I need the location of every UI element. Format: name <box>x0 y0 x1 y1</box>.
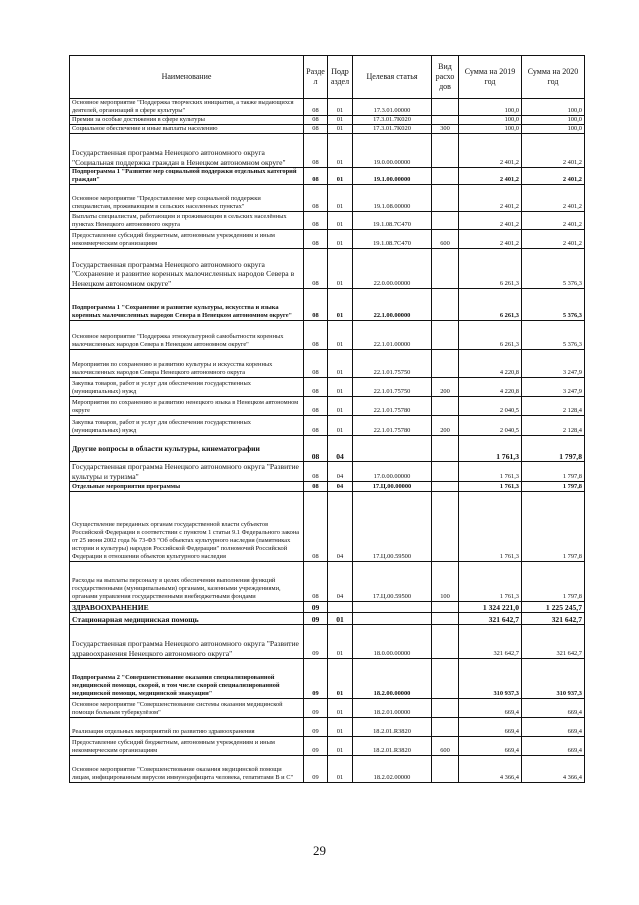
row-podrazdel: 01 <box>328 756 353 783</box>
row-sum2019: 2 401,2 <box>459 168 522 185</box>
col-header-sum2020: Сумма на 2020 год <box>522 56 585 99</box>
row-podrazdel: 01 <box>328 116 353 125</box>
row-type <box>432 492 459 562</box>
row-razdel: 08 <box>304 416 328 436</box>
row-sum2019: 6 261,3 <box>459 289 522 321</box>
row-razdel: 08 <box>304 125 328 134</box>
col-header-type: Вид расхо дов <box>432 56 459 99</box>
row-razdel: 08 <box>304 350 328 378</box>
row-podrazdel: 01 <box>328 718 353 737</box>
table-row <box>70 492 585 562</box>
table-row <box>70 350 585 378</box>
row-razdel: 08 <box>304 436 328 462</box>
row-target: 18.2.00.00000 <box>353 659 432 699</box>
row-type <box>432 436 459 462</box>
row-type: 300 <box>432 125 459 134</box>
row-type <box>432 212 459 230</box>
table-row <box>70 378 585 397</box>
row-name: Основное мероприятие "Поддержка этнокультурной самобытности коренных малочисленных народов Севера в Ненецком автономном округе" <box>70 321 304 350</box>
row-razdel: 09 <box>304 737 328 756</box>
col-header-target: Целевая статья <box>353 56 432 99</box>
row-name: Подпрограмма 2 "Совершенствование оказания специализированной медицинской помощи, скорой, в том числе скорой специализированной медицинской помощи, медицинской эвакуации" <box>70 659 304 699</box>
row-sum2020: 669,4 <box>522 737 585 756</box>
row-target: 22.1.01.75750 <box>353 350 432 378</box>
row-name: Мероприятия по сохранению и развитию ненецкого языка в Ненецком автономном округе <box>70 397 304 416</box>
row-sum2019: 4 366,4 <box>459 756 522 783</box>
row-sum2020: 5 376,3 <box>522 289 585 321</box>
row-type <box>432 718 459 737</box>
row-type <box>432 699 459 718</box>
row-target: 22.1.00.00000 <box>353 289 432 321</box>
table-row <box>70 212 585 230</box>
row-podrazdel: 01 <box>328 321 353 350</box>
row-name: Основное мероприятие "Совершенствование оказания медицинской помощи лицам, инфицированным вирусом иммунодефицита человека, гепатитами В и С" <box>70 756 304 783</box>
row-sum2020: 5 376,3 <box>522 249 585 289</box>
row-sum2019: 2 040,5 <box>459 416 522 436</box>
row-razdel: 09 <box>304 625 328 659</box>
row-target: 19.1.08.7С470 <box>353 212 432 230</box>
row-name: Предоставление субсидий бюджетным, автономным учреждениям и иным некоммерческим организациям <box>70 737 304 756</box>
row-name: Государственная программа Ненецкого автономного округа "Развитие здравоохранения Ненецкого автономного округа" <box>70 625 304 659</box>
row-sum2019: 321 642,7 <box>459 625 522 659</box>
row-type <box>432 321 459 350</box>
row-name: Реализация отдельных мероприятий по развитию здравоохранения <box>70 718 304 737</box>
row-podrazdel: 01 <box>328 230 353 249</box>
row-type <box>432 659 459 699</box>
col-header-razdel: Разде л <box>304 56 328 99</box>
row-type <box>432 168 459 185</box>
row-sum2020: 1 797,8 <box>522 562 585 602</box>
row-razdel: 09 <box>304 613 328 625</box>
row-razdel: 08 <box>304 249 328 289</box>
row-name: Закупка товаров, работ и услуг для обеспечения государственных (муниципальных) нужд <box>70 416 304 436</box>
row-target: 17.3.01.7К020 <box>353 116 432 125</box>
row-target: 22.1.01.75780 <box>353 397 432 416</box>
row-podrazdel <box>328 602 353 613</box>
row-podrazdel: 01 <box>328 737 353 756</box>
row-target: 22.0.00.00000 <box>353 249 432 289</box>
row-sum2020: 3 247,9 <box>522 350 585 378</box>
row-sum2020: 669,4 <box>522 718 585 737</box>
row-razdel: 08 <box>304 378 328 397</box>
row-sum2020: 669,4 <box>522 699 585 718</box>
table-row <box>70 134 585 168</box>
row-target: 22.1.01.75780 <box>353 416 432 436</box>
row-sum2019: 1 324 221,0 <box>459 602 522 613</box>
row-sum2020: 1 797,8 <box>522 436 585 462</box>
row-sum2019: 100,0 <box>459 116 522 125</box>
row-podrazdel: 01 <box>328 212 353 230</box>
row-sum2020: 1 225 245,7 <box>522 602 585 613</box>
row-target: 17.Ц.00.59500 <box>353 492 432 562</box>
row-podrazdel: 01 <box>328 625 353 659</box>
row-name: Стационарная медицинская помощь <box>70 613 304 625</box>
row-sum2020: 100,0 <box>522 125 585 134</box>
row-sum2019: 2 040,5 <box>459 397 522 416</box>
row-sum2020: 1 797,8 <box>522 492 585 562</box>
row-sum2020: 100,0 <box>522 116 585 125</box>
row-podrazdel: 01 <box>328 168 353 185</box>
row-razdel: 08 <box>304 168 328 185</box>
row-sum2020: 3 247,9 <box>522 378 585 397</box>
row-sum2019: 2 401,2 <box>459 230 522 249</box>
row-razdel: 08 <box>304 462 328 482</box>
row-razdel: 08 <box>304 99 328 116</box>
table-row <box>70 613 585 625</box>
row-razdel: 08 <box>304 212 328 230</box>
row-sum2020: 2 401,2 <box>522 168 585 185</box>
row-razdel: 08 <box>304 562 328 602</box>
table-row <box>70 602 585 613</box>
row-type <box>432 613 459 625</box>
row-sum2020: 2 401,2 <box>522 230 585 249</box>
row-name: Осуществление переданных органам государственной власти субъектов Российской Федерации в соответствии с пунктом 1 статьи 9.1 Федерального закона от 25 июня 2002 года № 73-ФЗ "Об объектах культурного наследия (памятниках истории и культуры) народов Российской Федерации" полномочий Российской Федерации в отношении объектов культурного наследия <box>70 492 304 562</box>
table-row <box>70 125 585 134</box>
row-name: Основное мероприятие "Совершенствование системы оказания медицинской помощи больным туберкулёзом" <box>70 699 304 718</box>
row-type <box>432 397 459 416</box>
row-name: Закупка товаров, работ и услуг для обеспечения государственных (муниципальных) нужд <box>70 378 304 397</box>
row-name: Социальное обеспечение и иные выплаты населению <box>70 125 304 134</box>
row-sum2020: 2 128,4 <box>522 416 585 436</box>
row-type: 200 <box>432 378 459 397</box>
row-type <box>432 249 459 289</box>
row-target: 18.2.02.00000 <box>353 756 432 783</box>
row-type <box>432 116 459 125</box>
row-razdel: 09 <box>304 602 328 613</box>
row-type <box>432 462 459 482</box>
row-podrazdel: 01 <box>328 378 353 397</box>
row-name: Государственная программа Ненецкого автономного округа "Развитие культуры и туризма" <box>70 462 304 482</box>
row-podrazdel: 01 <box>328 613 353 625</box>
row-sum2019: 6 261,3 <box>459 249 522 289</box>
col-header-sum2019: Сумма на 2019 год <box>459 56 522 99</box>
row-sum2020: 2 128,4 <box>522 397 585 416</box>
row-sum2019: 2 401,2 <box>459 212 522 230</box>
row-razdel: 08 <box>304 134 328 168</box>
row-sum2019: 2 401,2 <box>459 134 522 168</box>
row-name: Выплаты специалистам, работающим и проживающим в сельских населённых пунктах Ненецкого автономного округа <box>70 212 304 230</box>
row-type: 200 <box>432 416 459 436</box>
row-sum2019: 310 937,3 <box>459 659 522 699</box>
row-target: 17.Ц.00.59500 <box>353 562 432 602</box>
row-razdel: 08 <box>304 289 328 321</box>
table-row <box>70 699 585 718</box>
row-name: Премии за особые достижения в сфере культуры <box>70 116 304 125</box>
budget-table <box>69 55 585 783</box>
row-name: Основное мероприятие "Поддержка творческих инициатив, а также выдающихся деятелей, организаций в сфере культуры" <box>70 99 304 116</box>
row-sum2020: 100,0 <box>522 99 585 116</box>
table-row <box>70 168 585 185</box>
table-row <box>70 562 585 602</box>
row-sum2019: 2 401,2 <box>459 185 522 212</box>
row-name: Другие вопросы в области культуры, кинематографии <box>70 436 304 462</box>
row-podrazdel: 01 <box>328 659 353 699</box>
table-row <box>70 625 585 659</box>
row-target: 19.1.08.00000 <box>353 185 432 212</box>
row-podrazdel: 04 <box>328 436 353 462</box>
row-name: ЗДРАВООХРАНЕНИЕ <box>70 602 304 613</box>
row-podrazdel: 01 <box>328 249 353 289</box>
row-type <box>432 99 459 116</box>
table-row <box>70 249 585 289</box>
row-target: 17.3.01.7К020 <box>353 125 432 134</box>
table-row <box>70 289 585 321</box>
table-row <box>70 436 585 462</box>
row-target: 18.2.01.R3820 <box>353 737 432 756</box>
table-row <box>70 416 585 436</box>
row-target: 17.Ц.00.00000 <box>353 482 432 492</box>
row-podrazdel: 01 <box>328 350 353 378</box>
row-sum2019: 1 761,3 <box>459 462 522 482</box>
row-sum2019: 669,4 <box>459 737 522 756</box>
row-target: 17.0.00.00000 <box>353 462 432 482</box>
row-target: 22.1.01.00000 <box>353 321 432 350</box>
row-razdel: 08 <box>304 482 328 492</box>
row-sum2019: 1 761,3 <box>459 562 522 602</box>
table-row <box>70 397 585 416</box>
row-podrazdel: 01 <box>328 134 353 168</box>
row-podrazdel: 01 <box>328 99 353 116</box>
row-sum2019: 100,0 <box>459 125 522 134</box>
row-target: 18.2.01.00000 <box>353 699 432 718</box>
row-type <box>432 602 459 613</box>
row-razdel: 08 <box>304 185 328 212</box>
row-sum2020: 321 642,7 <box>522 613 585 625</box>
row-podrazdel: 01 <box>328 699 353 718</box>
table-row <box>70 718 585 737</box>
col-header-podrazdel: Подр аздел <box>328 56 353 99</box>
row-name: Государственная программа Ненецкого автономного округа "Социальная поддержка граждан в Ненецком автономном округе" <box>70 134 304 168</box>
row-razdel: 09 <box>304 699 328 718</box>
row-sum2020: 1 797,8 <box>522 482 585 492</box>
row-name: Расходы на выплаты персоналу в целях обеспечения выполнения функций государственными (муниципальными) органами, казенными учреждениями, органами управления государственными внебюджетными фондами <box>70 562 304 602</box>
row-podrazdel: 04 <box>328 562 353 602</box>
header-row <box>70 56 585 99</box>
row-type: 100 <box>432 562 459 602</box>
row-sum2019: 4 220,8 <box>459 378 522 397</box>
row-razdel: 08 <box>304 230 328 249</box>
row-sum2019: 6 261,3 <box>459 321 522 350</box>
row-target: 17.3.01.00000 <box>353 99 432 116</box>
row-sum2020: 1 797,8 <box>522 462 585 482</box>
row-target: 18.2.01.R3820 <box>353 718 432 737</box>
row-sum2019: 669,4 <box>459 699 522 718</box>
row-type: 600 <box>432 230 459 249</box>
row-target: 19.0.00.00000 <box>353 134 432 168</box>
table-row <box>70 321 585 350</box>
row-target: 22.1.01.75750 <box>353 378 432 397</box>
row-podrazdel: 01 <box>328 125 353 134</box>
page-number: 29 <box>313 843 326 858</box>
row-sum2019: 669,4 <box>459 718 522 737</box>
row-target <box>353 613 432 625</box>
row-razdel: 09 <box>304 659 328 699</box>
row-podrazdel: 04 <box>328 462 353 482</box>
row-sum2020: 321 642,7 <box>522 625 585 659</box>
col-header-name: Наименование <box>70 56 304 99</box>
row-razdel: 08 <box>304 321 328 350</box>
row-sum2019: 1 761,3 <box>459 492 522 562</box>
row-target <box>353 436 432 462</box>
row-name: Подпрограмма 1 "Сохранение и развитие культуры, искусства и языка коренных малочисленных народов Севера в Ненецком автономном округе" <box>70 289 304 321</box>
row-podrazdel: 01 <box>328 416 353 436</box>
row-podrazdel: 04 <box>328 492 353 562</box>
row-name: Отдельные мероприятия программы <box>70 482 304 492</box>
table-row <box>70 737 585 756</box>
row-sum2020: 310 937,3 <box>522 659 585 699</box>
row-type: 600 <box>432 737 459 756</box>
row-type <box>432 134 459 168</box>
row-target <box>353 602 432 613</box>
row-sum2019: 321 642,7 <box>459 613 522 625</box>
table-row <box>70 462 585 482</box>
row-target: 19.1.00.00000 <box>353 168 432 185</box>
row-name: Мероприятия по сохранению и развитию культуры и искусства коренных малочисленных народов Севера Ненецкого автономного округа <box>70 350 304 378</box>
row-sum2020: 2 401,2 <box>522 212 585 230</box>
table-row <box>70 756 585 783</box>
row-sum2019: 1 761,3 <box>459 436 522 462</box>
row-razdel: 09 <box>304 756 328 783</box>
table-row <box>70 116 585 125</box>
row-type <box>432 756 459 783</box>
table-row <box>70 185 585 212</box>
table-row <box>70 99 585 116</box>
row-type <box>432 289 459 321</box>
row-name: Основное мероприятие "Предоставление мер социальной поддержки специалистам, проживающим в сельских населенных пунктах" <box>70 185 304 212</box>
row-sum2020: 5 376,3 <box>522 321 585 350</box>
row-target: 18.0.00.00000 <box>353 625 432 659</box>
table-row <box>70 482 585 492</box>
row-podrazdel: 01 <box>328 397 353 416</box>
table-row <box>70 659 585 699</box>
row-name: Подпрограмма 1 "Развитие мер социальной поддержки отдельных категорий граждан" <box>70 168 304 185</box>
row-type <box>432 185 459 212</box>
row-razdel: 08 <box>304 492 328 562</box>
row-razdel: 09 <box>304 718 328 737</box>
row-type <box>432 482 459 492</box>
table-row <box>70 230 585 249</box>
row-name: Предоставление субсидий бюджетным, автономным учреждениям и иным некоммерческим организациям <box>70 230 304 249</box>
row-type <box>432 625 459 659</box>
row-sum2019: 4 220,8 <box>459 350 522 378</box>
row-razdel: 08 <box>304 116 328 125</box>
row-podrazdel: 04 <box>328 482 353 492</box>
row-type <box>432 350 459 378</box>
row-razdel: 08 <box>304 397 328 416</box>
row-podrazdel: 01 <box>328 289 353 321</box>
row-sum2020: 2 401,2 <box>522 185 585 212</box>
row-sum2020: 2 401,2 <box>522 134 585 168</box>
row-name: Государственная программа Ненецкого автономного округа "Сохранение и развитие коренных малочисленных народов Севера в Ненецком автономном округе" <box>70 249 304 289</box>
row-podrazdel: 01 <box>328 185 353 212</box>
row-target: 19.1.08.7С470 <box>353 230 432 249</box>
row-sum2020: 4 366,4 <box>522 756 585 783</box>
row-sum2019: 100,0 <box>459 99 522 116</box>
row-sum2019: 1 761,3 <box>459 482 522 492</box>
